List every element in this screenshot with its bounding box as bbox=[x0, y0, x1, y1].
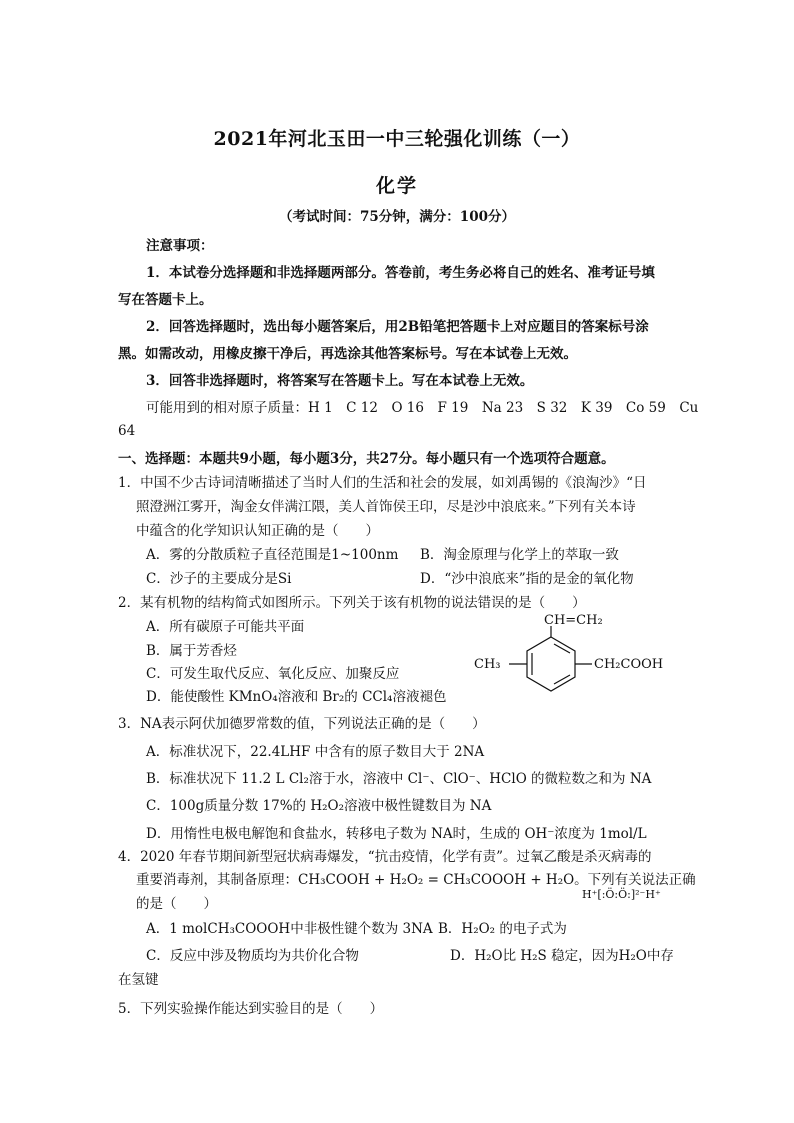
note-1-line-1: 1．本试卷分选择题和非选择题两部分。答卷前，考生务必将自己的姓名、准考证号填 bbox=[146, 265, 655, 281]
exam-title: 2021年河北玉田一中三轮强化训练（一） bbox=[213, 128, 581, 150]
q3-stem: 3．NA表示阿伏加德罗常数的值，下列说法正确的是（ ） bbox=[118, 716, 486, 732]
q1-stem-line-2: 照澄洲江雾开，淘金女伴满江隈，美人首饰侯王印，尽是沙中浪底来。”下列有关本诗 bbox=[136, 499, 636, 515]
q1-stem-line-3: 中蕴含的化学知识认知正确的是（ ） bbox=[136, 523, 379, 539]
q4-stem-line-2: 重要消毒剂，其制备原理：CH₃COOH + H₂O₂ = CH₃COOOH + H₂O。下列有关说法正确 bbox=[136, 872, 696, 888]
atomic-masses-line-2: 64 bbox=[118, 423, 136, 439]
atomic-masses-line-1: 可能用到的相对原子质量：H 1 C 12 O 16 F 19 Na 23 S 32 K 39 Co 59 Cu bbox=[146, 400, 699, 416]
q2-option-b: B．属于芳香烃 bbox=[146, 643, 237, 659]
q2-option-c: C．可发生取代反应、氧化反应、加聚反应 bbox=[146, 666, 400, 682]
note-2-line-2: 黑。如需改动，用橡皮擦干净后，再选涂其他答案标号。写在本试卷上无效。 bbox=[118, 346, 577, 362]
notes-heading: 注意事项： bbox=[146, 238, 214, 254]
q2-option-d: D．能使酸性 KMnO₄溶液和 Br₂的 CCl₄溶液褪色 bbox=[146, 689, 447, 705]
h2o2-electron-formula: H⁺[:Ö:Ö:]²⁻H⁺ bbox=[582, 888, 661, 901]
note-1-line-2: 写在答题卡上。 bbox=[118, 292, 213, 308]
q4-option-d-continued: 在氢键 bbox=[118, 972, 159, 988]
note-2-line-1: 2．回答选择题时，选出每小题答案后，用2B铅笔把答题卡上对应题目的答案标号涂 bbox=[146, 319, 649, 335]
note-3: 3．回答非选择题时，将答案写在答题卡上。写在本试卷上无效。 bbox=[146, 373, 534, 389]
q4-stem-line-3: 的是（ ） bbox=[136, 896, 217, 912]
q4-stem-line-1: 4．2020 年春节期间新型冠状病毒爆发，“抗击疫情，化学有责”。过氧乙酸是杀灭病毒的 bbox=[118, 849, 652, 865]
q3-option-d: D．用惰性电极电解饱和食盐水，转移电子数为 NA时，生成的 OH⁻浓度为 1mol/L bbox=[146, 826, 647, 842]
q3-option-c: C．100g质量分数 17%的 H₂O₂溶液中极性键数目为 NA bbox=[146, 798, 492, 814]
q4-option-b: B．H₂O₂ 的电子式为 bbox=[438, 921, 567, 937]
exam-info: （考试时间：75分钟，满分：100分） bbox=[279, 209, 515, 225]
q3-option-a: A．标准状况下，22.4LHF 中含有的原子数目大于 2NA bbox=[146, 744, 485, 760]
q1-stem-line-1: 1．中国不少古诗词清晰描述了当时人们的生活和社会的发展，如刘禹锡的《浪淘沙》“日 bbox=[118, 475, 647, 491]
q2-option-a: A．所有碳原子可能共平面 bbox=[146, 619, 305, 635]
benzene-ring bbox=[509, 626, 592, 691]
structural-formula-figure bbox=[468, 612, 678, 712]
q1-option-d: D．“沙中浪底来”指的是金的氧化物 bbox=[420, 571, 634, 587]
q2-stem: 2．某有机物的结构简式如图所示。下列关于该有机物的说法错误的是（ ） bbox=[118, 595, 586, 611]
section-1-heading: 一、选择题：本题共9小题，每小题3分，共27分。每小题只有一个选项符合题意。 bbox=[118, 451, 615, 467]
q4-option-d: D．H₂O比 H₂S 稳定，因为H₂O中存 bbox=[450, 948, 674, 964]
q5-stem: 5．下列实验操作能达到实验目的是（ ） bbox=[118, 1001, 384, 1017]
struct-methyl-label: CH₃ bbox=[474, 657, 501, 672]
q1-option-c: C．沙子的主要成分是Si bbox=[146, 571, 292, 587]
struct-acetic-label: CH₂COOH bbox=[594, 657, 664, 672]
q4-option-c: C．反应中涉及物质均为共价化合物 bbox=[146, 948, 359, 964]
exam-subject: 化学 bbox=[375, 175, 418, 197]
q1-option-b: B．淘金原理与化学上的萃取一致 bbox=[420, 547, 619, 563]
q3-option-b: B．标准状况下 11.2 L Cl₂溶于水，溶液中 Cl⁻、ClO⁻、HClO 的微粒数之和为 NA bbox=[146, 771, 652, 787]
q1-option-a: A．雾的分散质粒子直径范围是1~100nm bbox=[146, 547, 399, 563]
struct-vinyl-label: CH=CH₂ bbox=[544, 613, 603, 628]
q4-option-a: A．1 molCH₃COOOH中非极性键个数为 3NA bbox=[146, 921, 433, 937]
